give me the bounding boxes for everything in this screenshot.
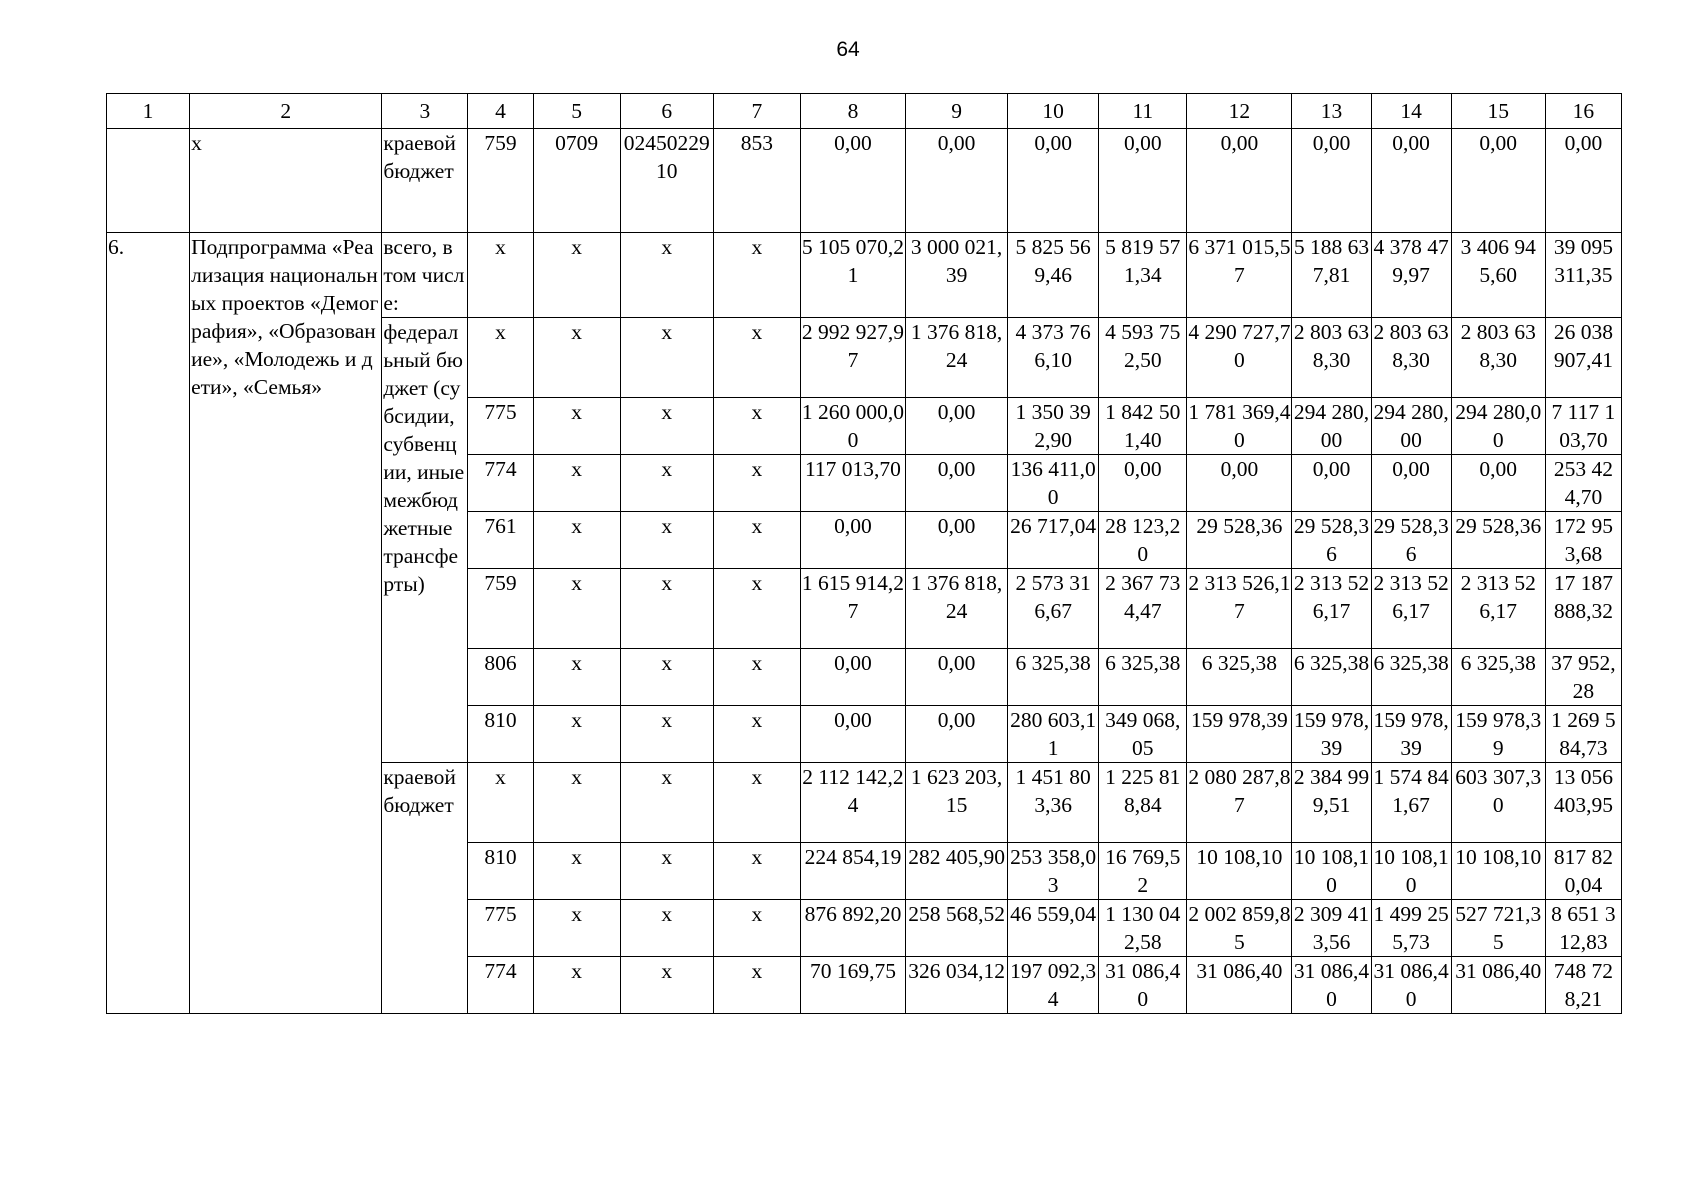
- code-cell: х: [533, 318, 620, 398]
- code-cell: 806: [468, 649, 533, 706]
- value-cell: 6 325,38: [1187, 649, 1292, 706]
- table-row: [107, 233, 1622, 318]
- section-name-cell: Подпрограмма «Реализация национальных проектов «Демография», «Образование», «Молодежь и дети», «Семья»: [190, 233, 382, 1014]
- value-cell: 4 290 727,70: [1187, 318, 1292, 398]
- value-cell: 0,00: [906, 398, 1008, 455]
- value-cell: 0,00: [1451, 455, 1545, 512]
- table-row: [107, 129, 1622, 233]
- page-number: 64: [836, 38, 860, 61]
- value-cell: 1 499 255,73: [1371, 900, 1451, 957]
- code-cell: х: [620, 649, 713, 706]
- value-cell: 817 820,04: [1545, 843, 1621, 900]
- value-cell: 2 309 413,56: [1292, 900, 1371, 957]
- code-cell: х: [620, 706, 713, 763]
- value-cell: 16 769,52: [1099, 843, 1187, 900]
- value-cell: 0,00: [906, 129, 1008, 233]
- source-cell: краевой бюджет: [382, 129, 468, 233]
- header-cell: 10: [1008, 94, 1099, 129]
- code-cell: х: [533, 398, 620, 455]
- code-cell: х: [533, 763, 620, 843]
- code-cell: х: [533, 455, 620, 512]
- value-cell: 0,00: [906, 512, 1008, 569]
- value-cell: 1 260 000,00: [800, 398, 905, 455]
- value-cell: 159 978,39: [1451, 706, 1545, 763]
- header-cell: 6: [620, 94, 713, 129]
- header-cell: 14: [1371, 94, 1451, 129]
- value-cell: 253 358,03: [1008, 843, 1099, 900]
- value-cell: 26 038 907,41: [1545, 318, 1621, 398]
- value-cell: 10 108,10: [1451, 843, 1545, 900]
- value-cell: 136 411,00: [1008, 455, 1099, 512]
- code-cell: х: [713, 843, 800, 900]
- value-cell: 1 842 501,40: [1099, 398, 1187, 455]
- value-cell: 326 034,12: [906, 957, 1008, 1014]
- value-cell: 6 371 015,57: [1187, 233, 1292, 318]
- value-cell: 294 280,00: [1292, 398, 1371, 455]
- code-cell: х: [620, 512, 713, 569]
- header-cell: 1: [107, 94, 190, 129]
- value-cell: 349 068,05: [1099, 706, 1187, 763]
- value-cell: 1 130 042,58: [1099, 900, 1187, 957]
- code-cell: х: [533, 233, 620, 318]
- value-cell: 1 269 584,73: [1545, 706, 1621, 763]
- value-cell: 31 086,40: [1371, 957, 1451, 1014]
- header-cell: 8: [800, 94, 905, 129]
- source-cell: всего, в том числе:: [382, 233, 468, 318]
- code-cell: х: [620, 455, 713, 512]
- code-cell: х: [468, 233, 533, 318]
- value-cell: 7 117 103,70: [1545, 398, 1621, 455]
- code-cell: х: [713, 512, 800, 569]
- value-cell: 0,00: [1292, 129, 1371, 233]
- code-cell: х: [620, 318, 713, 398]
- value-cell: 159 978,39: [1292, 706, 1371, 763]
- code-cell: х: [713, 318, 800, 398]
- value-cell: 0,00: [800, 512, 905, 569]
- value-cell: 0,00: [906, 455, 1008, 512]
- value-cell: 4 373 766,10: [1008, 318, 1099, 398]
- value-cell: 258 568,52: [906, 900, 1008, 957]
- value-cell: 0,00: [800, 649, 905, 706]
- value-cell: 26 717,04: [1008, 512, 1099, 569]
- value-cell: 5 825 569,46: [1008, 233, 1099, 318]
- value-cell: 70 169,75: [800, 957, 905, 1014]
- value-cell: 29 528,36: [1292, 512, 1371, 569]
- code-cell: х: [713, 900, 800, 957]
- code-cell: х: [713, 569, 800, 649]
- code-cell: 759: [468, 569, 533, 649]
- code-cell: х: [468, 763, 533, 843]
- row-number-cell: [107, 129, 190, 233]
- code-cell: х: [620, 569, 713, 649]
- header-cell: 2: [190, 94, 382, 129]
- header-cell: 5: [533, 94, 620, 129]
- code-cell: 759: [468, 129, 533, 233]
- value-cell: 1 376 818,24: [906, 569, 1008, 649]
- value-cell: 0,00: [800, 706, 905, 763]
- value-cell: 1 451 803,36: [1008, 763, 1099, 843]
- value-cell: 3 406 945,60: [1451, 233, 1545, 318]
- value-cell: 2 112 142,24: [800, 763, 905, 843]
- value-cell: 2 384 999,51: [1292, 763, 1371, 843]
- code-cell: х: [533, 900, 620, 957]
- value-cell: 31 086,40: [1451, 957, 1545, 1014]
- code-cell: 0245022910: [620, 129, 713, 233]
- value-cell: 10 108,10: [1187, 843, 1292, 900]
- value-cell: 0,00: [1292, 455, 1371, 512]
- code-cell: х: [620, 763, 713, 843]
- value-cell: 2 803 638,30: [1451, 318, 1545, 398]
- value-cell: 2 002 859,85: [1187, 900, 1292, 957]
- value-cell: 4 378 479,97: [1371, 233, 1451, 318]
- section-number-cell: 6.: [107, 233, 190, 1014]
- header-cell: 15: [1451, 94, 1545, 129]
- code-cell: х: [620, 233, 713, 318]
- value-cell: 29 528,36: [1187, 512, 1292, 569]
- value-cell: 294 280,00: [1451, 398, 1545, 455]
- value-cell: 37 952,28: [1545, 649, 1621, 706]
- value-cell: 2 573 316,67: [1008, 569, 1099, 649]
- header-cell: 13: [1292, 94, 1371, 129]
- value-cell: 253 424,70: [1545, 455, 1621, 512]
- value-cell: 0,00: [1099, 455, 1187, 512]
- value-cell: 0,00: [1008, 129, 1099, 233]
- code-cell: х: [620, 398, 713, 455]
- value-cell: 1 623 203,15: [906, 763, 1008, 843]
- value-cell: 5 188 637,81: [1292, 233, 1371, 318]
- value-cell: 117 013,70: [800, 455, 905, 512]
- code-cell: х: [620, 957, 713, 1014]
- value-cell: 10 108,10: [1371, 843, 1451, 900]
- value-cell: 2 803 638,30: [1292, 318, 1371, 398]
- value-cell: 159 978,39: [1371, 706, 1451, 763]
- header-cell: 7: [713, 94, 800, 129]
- value-cell: 1 350 392,90: [1008, 398, 1099, 455]
- value-cell: 28 123,20: [1099, 512, 1187, 569]
- source-cell: краевой бюджет: [382, 763, 468, 1014]
- code-cell: х: [533, 569, 620, 649]
- value-cell: 13 056 403,95: [1545, 763, 1621, 843]
- value-cell: 0,00: [906, 649, 1008, 706]
- code-cell: х: [533, 843, 620, 900]
- value-cell: 0,00: [1187, 455, 1292, 512]
- value-cell: 2 313 526,17: [1292, 569, 1371, 649]
- header-cell: 4: [468, 94, 533, 129]
- value-cell: 10 108,10: [1292, 843, 1371, 900]
- value-cell: 4 593 752,50: [1099, 318, 1187, 398]
- value-cell: 39 095 311,35: [1545, 233, 1621, 318]
- code-cell: 774: [468, 957, 533, 1014]
- value-cell: 1 615 914,27: [800, 569, 905, 649]
- code-cell: х: [620, 843, 713, 900]
- code-cell: х: [533, 706, 620, 763]
- value-cell: 17 187 888,32: [1545, 569, 1621, 649]
- code-cell: х: [713, 233, 800, 318]
- value-cell: 748 728,21: [1545, 957, 1621, 1014]
- budget-table: [106, 93, 1622, 1014]
- code-cell: х: [620, 900, 713, 957]
- value-cell: 1 225 818,84: [1099, 763, 1187, 843]
- value-cell: 876 892,20: [800, 900, 905, 957]
- code-cell: 0709: [533, 129, 620, 233]
- header-row: [107, 94, 1622, 129]
- header-cell: 16: [1545, 94, 1621, 129]
- value-cell: 172 953,68: [1545, 512, 1621, 569]
- header-cell: 9: [906, 94, 1008, 129]
- value-cell: 3 000 021,39: [906, 233, 1008, 318]
- value-cell: 527 721,35: [1451, 900, 1545, 957]
- code-cell: 775: [468, 900, 533, 957]
- value-cell: 5 819 571,34: [1099, 233, 1187, 318]
- value-cell: 197 092,34: [1008, 957, 1099, 1014]
- value-cell: 294 280,00: [1371, 398, 1451, 455]
- value-cell: 159 978,39: [1187, 706, 1292, 763]
- code-cell: 774: [468, 455, 533, 512]
- value-cell: 29 528,36: [1451, 512, 1545, 569]
- value-cell: 2 313 526,17: [1451, 569, 1545, 649]
- code-cell: х: [713, 649, 800, 706]
- code-cell: х: [713, 706, 800, 763]
- value-cell: 31 086,40: [1187, 957, 1292, 1014]
- value-cell: 1 574 841,67: [1371, 763, 1451, 843]
- value-cell: 6 325,38: [1292, 649, 1371, 706]
- code-cell: х: [713, 398, 800, 455]
- code-cell: х: [713, 957, 800, 1014]
- value-cell: 8 651 312,83: [1545, 900, 1621, 957]
- value-cell: 0,00: [1371, 455, 1451, 512]
- value-cell: 224 854,19: [800, 843, 905, 900]
- code-cell: х: [713, 455, 800, 512]
- value-cell: 5 105 070,21: [800, 233, 905, 318]
- value-cell: 0,00: [1545, 129, 1621, 233]
- code-cell: х: [533, 512, 620, 569]
- code-cell: 810: [468, 843, 533, 900]
- value-cell: 1 781 369,40: [1187, 398, 1292, 455]
- code-cell: 775: [468, 398, 533, 455]
- value-cell: 2 313 526,17: [1371, 569, 1451, 649]
- value-cell: 0,00: [800, 129, 905, 233]
- code-cell: 810: [468, 706, 533, 763]
- value-cell: 2 803 638,30: [1371, 318, 1451, 398]
- header-cell: 12: [1187, 94, 1292, 129]
- header-cell: 11: [1099, 94, 1187, 129]
- code-cell: х: [533, 957, 620, 1014]
- value-cell: 0,00: [906, 706, 1008, 763]
- value-cell: 6 325,38: [1371, 649, 1451, 706]
- value-cell: 2 367 734,47: [1099, 569, 1187, 649]
- value-cell: 31 086,40: [1292, 957, 1371, 1014]
- value-cell: 46 559,04: [1008, 900, 1099, 957]
- code-cell: х: [533, 649, 620, 706]
- value-cell: 6 325,38: [1008, 649, 1099, 706]
- code-cell: 761: [468, 512, 533, 569]
- code-cell: 853: [713, 129, 800, 233]
- value-cell: 0,00: [1187, 129, 1292, 233]
- value-cell: 6 325,38: [1451, 649, 1545, 706]
- value-cell: 0,00: [1371, 129, 1451, 233]
- source-cell: федеральный бюджет (субсидии, субвенции, иные межбюджетные трансферты): [382, 318, 468, 763]
- value-cell: 280 603,11: [1008, 706, 1099, 763]
- value-cell: 0,00: [1451, 129, 1545, 233]
- value-cell: 2 992 927,97: [800, 318, 905, 398]
- value-cell: 0,00: [1099, 129, 1187, 233]
- code-cell: х: [468, 318, 533, 398]
- value-cell: 2 080 287,87: [1187, 763, 1292, 843]
- row-name-cell: х: [190, 129, 382, 233]
- value-cell: 282 405,90: [906, 843, 1008, 900]
- value-cell: 31 086,40: [1099, 957, 1187, 1014]
- header-cell: 3: [382, 94, 468, 129]
- value-cell: 6 325,38: [1099, 649, 1187, 706]
- value-cell: 29 528,36: [1371, 512, 1451, 569]
- value-cell: 2 313 526,17: [1187, 569, 1292, 649]
- code-cell: х: [713, 763, 800, 843]
- value-cell: 1 376 818,24: [906, 318, 1008, 398]
- value-cell: 603 307,30: [1451, 763, 1545, 843]
